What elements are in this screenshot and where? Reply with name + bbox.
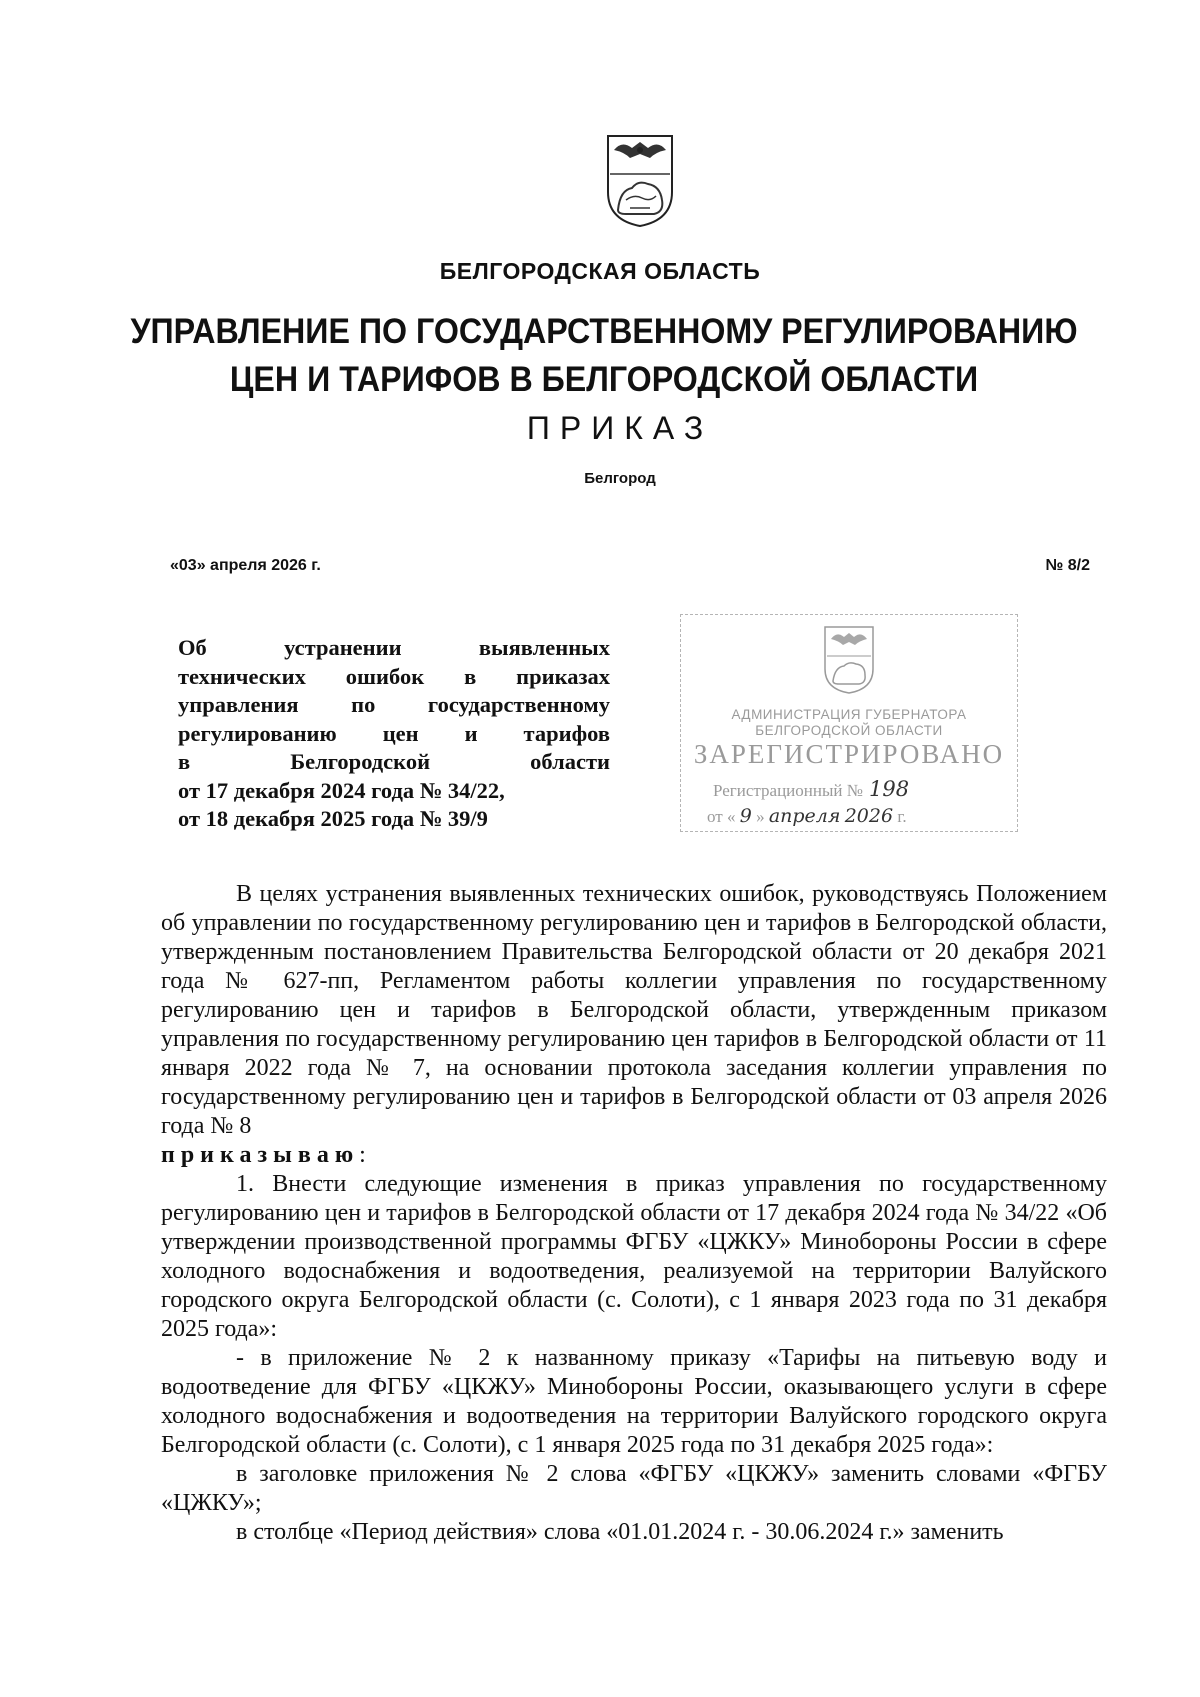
body-paragraph-appendix: - в приложение № 2 к названному приказу «Тарифы на питьевую воду и водоотведение для ФГБУ «ЦКЖУ» Минобороны России, оказывающего услуги в сфере холодного водоснабжения и водоотведения на территории Валуйского городского округа Белгородской области (с. Солоти), с 1 января 2025 года по 31 декабря 2025 года»: xyxy=(161,1345,1107,1458)
region-name: БЕЛГОРОДСКАЯ ОБЛАСТЬ xyxy=(439,258,761,284)
body-paragraph-period-change: в столбце «Период действия» слова «01.01.2024 г. - 30.06.2024 г.» заменить xyxy=(236,1519,1004,1545)
stamp-date-day: 9 xyxy=(739,805,752,827)
agency-title-line2: ЦЕН И ТАРИФОВ В БЕЛГОРОДСКОЙ ОБЛАСТИ xyxy=(229,360,979,399)
agency-title-line1: УПРАВЛЕНИЕ ПО ГОСУДАРСТВЕННОМУ РЕГУЛИРОВАНИЮ xyxy=(130,312,1078,351)
stamp-date-year: 2026 xyxy=(844,805,894,827)
order-body xyxy=(161,880,1107,1547)
body-paragraph-title-change: в заголовке приложения № 2 слова «ФГБУ «ЦКЖУ» заменить словами «ФГБУ «ЦЖКУ»; xyxy=(161,1461,1107,1516)
subject-line: управления по государственному xyxy=(178,692,610,717)
city-name: Белгород xyxy=(584,470,656,487)
subject-line: в Белгородской области xyxy=(178,749,610,774)
subject-line: от 17 декабря 2024 года № 34/22, xyxy=(178,777,505,803)
body-paragraph-preamble: В целях устранения выявленных технических ошибок, руководствуясь Положением об управлении по государственному регулированию цен и тарифов в Белгородской области, утвержденным постановлением Правительства Белгородской области от 20 декабря 2021 года № 627-пп, Регламентом работы коллегии управления по государственному регулированию цен и тарифов в Белгородской области, утвержденным приказом управления по государственному регулированию цен тарифов в Белгородской области от 11 января 2022 года № 7, на основании протокола заседания коллегии управления по государственному регулированию цен и тарифов в Белгородской области от 03 апреля 2026 года № 8 xyxy=(161,881,1107,1139)
order-number: № 8/2 xyxy=(1045,557,1090,574)
stamp-reg-number-row xyxy=(713,777,909,801)
order-subject xyxy=(178,634,610,834)
coat-of-arms-icon xyxy=(600,130,680,230)
order-date: «03» апреля 2026 г. xyxy=(170,557,321,574)
stamp-reg-label: Регистрационный № xyxy=(713,781,863,800)
agency-title xyxy=(52,308,1156,404)
stamp-line-region: БЕЛГОРОДСКОЙ ОБЛАСТИ xyxy=(755,723,943,738)
stamp-date-mid: » xyxy=(756,807,765,826)
directive-colon: : xyxy=(359,1142,366,1168)
subject-line: Об устранении выявленных xyxy=(178,635,610,660)
stamp-registered-label: ЗАРЕГИСТРИРОВАНО xyxy=(693,739,1005,769)
stamp-date-month: апреля xyxy=(768,805,841,827)
stamp-reg-number: 198 xyxy=(868,777,910,801)
body-paragraph-item1: 1. Внести следующие изменения в приказ управления по государственному регулированию цен и тарифов в Белгородской области от 17 декабря 2024 года № 34/22 «Об утверждении производственной программы ФГБУ «ЦЖКУ» Минобороны России в сфере холодного водоснабжения и водоотведения, реализуемой на территории Валуйского городского округа Белгородской области (с. Солоти), с 1 января 2023 года по 31 декабря 2025 года»: xyxy=(161,1171,1107,1342)
subject-line: технических ошибок в приказах xyxy=(178,663,610,689)
subject-line: регулированию цен и тарифов xyxy=(178,720,610,746)
stamp-date-row xyxy=(707,805,907,827)
registration-stamp xyxy=(680,614,1018,832)
stamp-coat-of-arms-icon xyxy=(819,623,879,697)
document-type: ПРИКАЗ xyxy=(526,410,714,446)
stamp-line-administration: АДМИНИСТРАЦИЯ ГУБЕРНАТОРА xyxy=(731,707,967,722)
subject-line: от 18 декабря 2025 года № 39/9 xyxy=(178,806,488,831)
directive-word: приказываю xyxy=(161,1142,360,1168)
stamp-date-prefix: от « xyxy=(707,807,736,826)
body-directive xyxy=(161,1141,1107,1170)
stamp-date-suffix: г. xyxy=(897,807,907,826)
